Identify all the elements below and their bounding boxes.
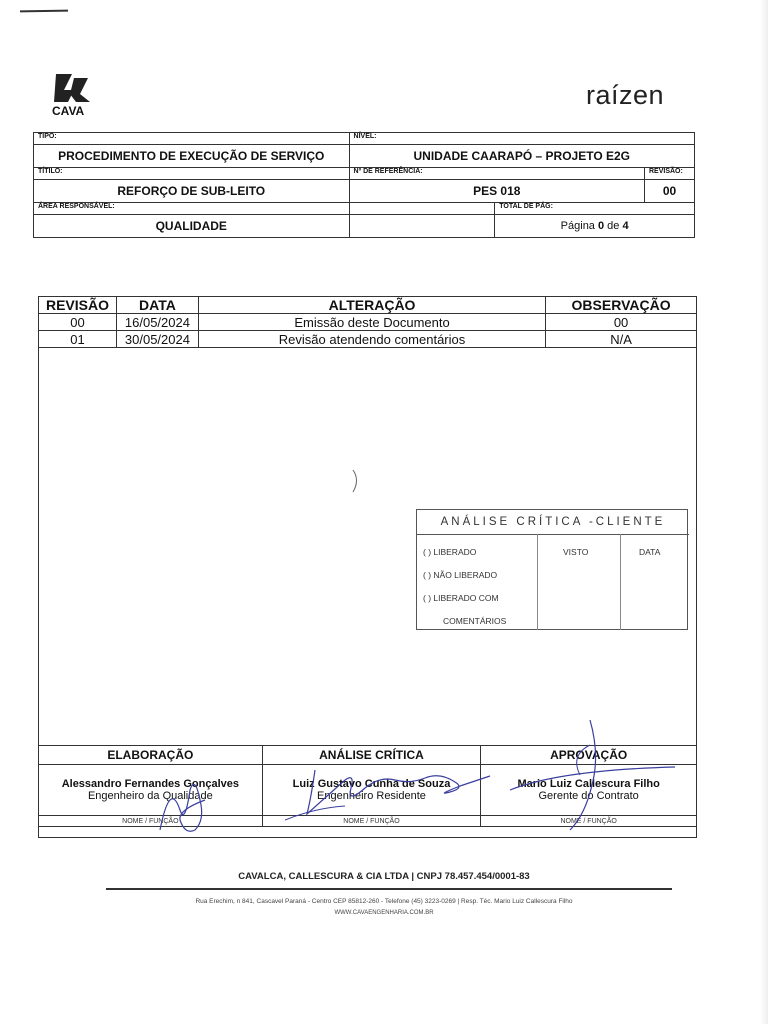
- cell: Revisão atendendo comentários: [198, 331, 545, 348]
- signer-name: Mario Luiz Callescura Filho: [517, 778, 660, 790]
- signer-name: Luiz Gustavo Cunha de Souza: [292, 778, 451, 790]
- scan-artifact: [350, 468, 362, 494]
- option-comentarios: COMENTÁRIOS: [443, 616, 507, 626]
- divider: [620, 534, 621, 630]
- tipo-value: PROCEDIMENTO DE EXECUÇÃO DE SERVIÇO: [34, 145, 350, 168]
- revision-table: [38, 296, 697, 348]
- col-data: DATA: [116, 297, 198, 314]
- cell: 00: [39, 314, 117, 331]
- referencia-label: Nº DE REFERÊNCIA:: [349, 168, 644, 180]
- data-label: DATA: [639, 547, 661, 557]
- client-review-box: [416, 509, 688, 630]
- page-sep: de: [604, 220, 623, 232]
- revisao-label: REVISÃO:: [644, 168, 694, 180]
- col-revisao: REVISÃO: [39, 297, 117, 314]
- revisao-value: 00: [644, 180, 694, 203]
- option-liberado-com: ( ) LIBERADO COM: [423, 593, 499, 603]
- col-observacao: OBSERVAÇÃO: [546, 297, 697, 314]
- page-current: 0: [597, 220, 605, 232]
- table-row: [39, 331, 697, 348]
- tipo-label: TIPO:: [34, 133, 350, 145]
- page-prefix: Página: [560, 220, 598, 232]
- area-value: QUALIDADE: [34, 215, 350, 238]
- option-liberado: ( ) LIBERADO: [423, 547, 477, 557]
- cell: N/A: [546, 331, 697, 348]
- table-row: [39, 314, 697, 331]
- analise-critica-header: ANÁLISE CRÍTICA: [262, 746, 481, 765]
- document-header-table: [33, 132, 695, 238]
- nome-funcao-label: NOME / FUNÇÃO: [39, 816, 263, 827]
- nome-funcao-label: NOME / FUNÇÃO: [481, 816, 697, 827]
- raizen-logo: raízen: [586, 80, 665, 110]
- titulo-value: REFORÇO DE SUB-LEITO: [34, 180, 350, 203]
- cell: Emissão deste Documento: [198, 314, 545, 331]
- signature-scribble-icon: [285, 758, 495, 826]
- nivel-label: NÍVEL:: [349, 133, 694, 145]
- nome-funcao-label: NOME / FUNÇÃO: [262, 816, 481, 827]
- cell: 00: [546, 314, 697, 331]
- divider: [537, 534, 538, 630]
- company-address: Rua Erechim, n 841, Cascavel Paraná - Centro CEP 85812-260 - Telefone (45) 3223-0269 | Resp. Téc. Mario Luiz Callescura Filho: [195, 898, 573, 905]
- company-info: CAVALCA, CALLESCURA & CIA LTDA | CNPJ 78.457.454/0001-83: [238, 871, 530, 882]
- referencia-value: PES 018: [349, 180, 644, 203]
- blank-cell: [349, 203, 495, 215]
- divider: [417, 534, 689, 535]
- option-nao-liberado: ( ) NÃO LIBERADO: [423, 570, 498, 580]
- aprovacao-header: APROVAÇÃO: [481, 746, 697, 765]
- signer-role: Engenheiro Residente: [317, 790, 426, 802]
- visto-label: VISTO: [563, 547, 589, 557]
- area-label: ÁREA RESPONSÁVEL:: [34, 203, 350, 215]
- client-review-title: ANÁLISE CRÍTICA -CLIENTE: [440, 516, 666, 528]
- signature-scribble-icon: [150, 770, 220, 840]
- revision-table-header: [39, 297, 697, 314]
- signer-name: Alessandro Fernandes Gonçalves: [61, 778, 239, 790]
- cell: 30/05/2024: [116, 331, 198, 348]
- footer-divider: [106, 888, 672, 890]
- cell: 16/05/2024: [116, 314, 198, 331]
- titulo-label: TÍTILO:: [34, 168, 350, 180]
- page-count: [495, 215, 695, 238]
- signature-scribble-icon: [500, 715, 680, 835]
- signer-role: Gerente do Contrato: [538, 790, 639, 802]
- nivel-value: UNIDADE CAARAPÓ – PROJETO E2G: [349, 145, 694, 168]
- elaboracao-header: ELABORAÇÃO: [39, 746, 263, 765]
- cell: 01: [39, 331, 117, 348]
- total-pag-label: TOTAL DE PÁG:: [495, 203, 695, 215]
- cava-logo-text: CAVA: [52, 104, 85, 118]
- scan-mark: [20, 10, 68, 13]
- company-website: WWW.CAVAENGENHARIA.COM.BR: [334, 910, 434, 916]
- signer-role: Engenheiro da Qualidade: [87, 790, 213, 802]
- col-alteracao: ALTERAÇÃO: [198, 297, 545, 314]
- blank-value-cell: [349, 215, 495, 238]
- page-total: 4: [622, 220, 629, 232]
